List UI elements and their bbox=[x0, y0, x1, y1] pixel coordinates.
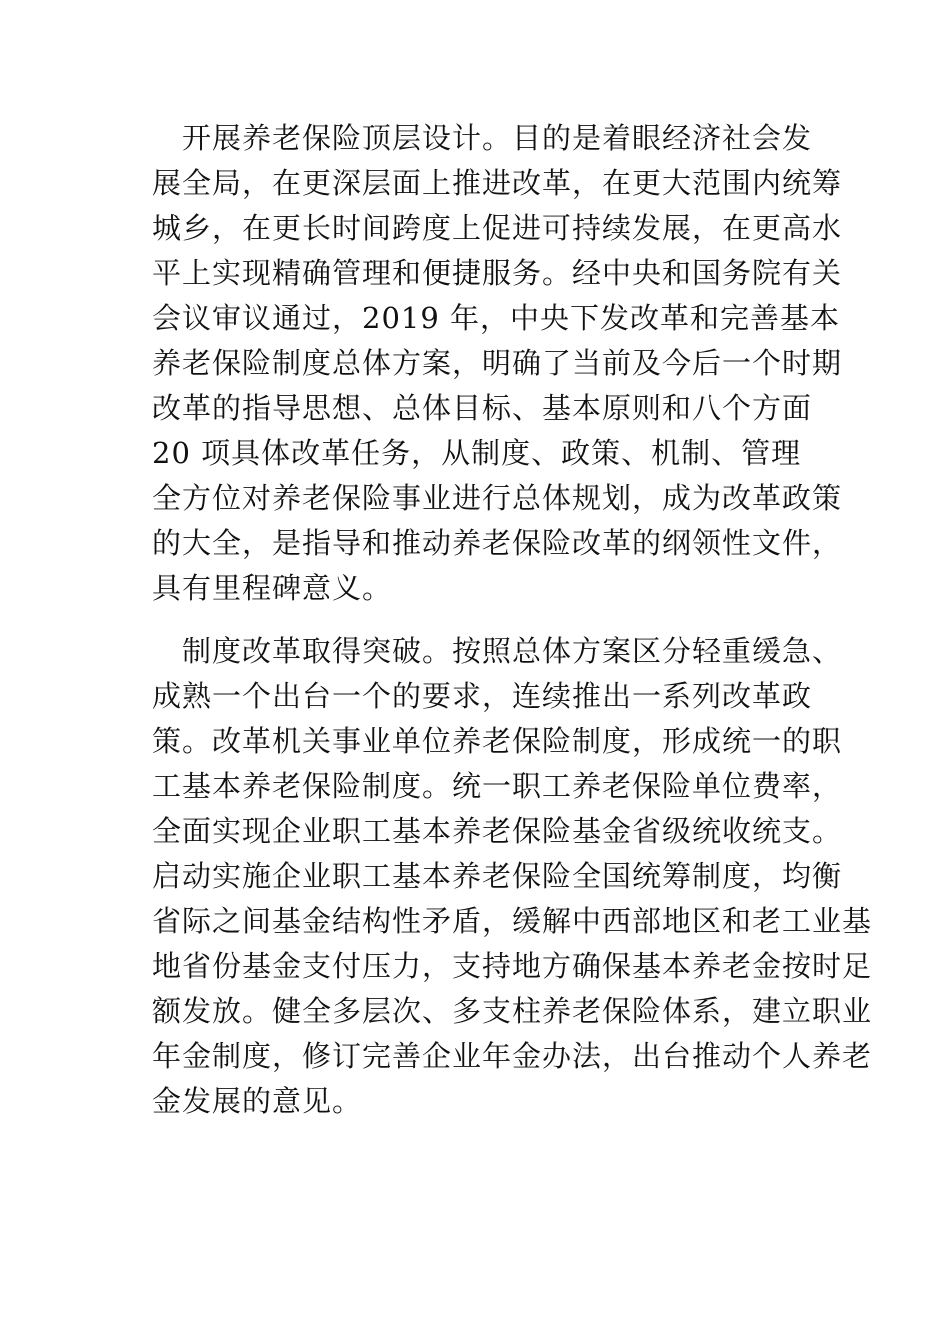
text-line: 平上实现精确管理和便捷服务。经中央和国务院有关 bbox=[152, 256, 843, 290]
text-line: 养老保险制度总体方案，明确了当前及今后一个时期 bbox=[152, 346, 843, 380]
document-body bbox=[152, 116, 873, 1142]
text-line: 成熟一个出台一个的要求，连续推出一系列改革政 bbox=[152, 679, 813, 713]
text-line: 的大全，是指导和推动养老保险改革的纲领性文件， bbox=[152, 526, 843, 560]
text-line: 年金制度，修订完善企业年金办法，出台推动个人养老 bbox=[152, 1039, 873, 1073]
text-line: 20 项具体改革任务，从制度、政策、机制、管理 bbox=[152, 436, 802, 470]
text-line: 金发展的意见。 bbox=[152, 1084, 363, 1118]
text-line: 额发放。健全多层次、多支柱养老保险体系，建立职业 bbox=[152, 994, 873, 1028]
text-line: 全方位对养老保险事业进行总体规划，成为改革政策 bbox=[152, 481, 843, 515]
text-line: 全面实现企业职工基本养老保险基金省级统收统支。 bbox=[152, 814, 843, 848]
text-line: 省际之间基金结构性矛盾，缓解中西部地区和老工业基 bbox=[152, 904, 873, 938]
text-line: 具有里程碑意义。 bbox=[152, 571, 393, 605]
text-line: 城乡，在更长时间跨度上促进可持续发展，在更高水 bbox=[152, 211, 843, 245]
text-line: 地省份基金支付压力，支持地方确保基本养老金按时足 bbox=[152, 949, 873, 983]
text-line: 启动实施企业职工基本养老保险全国统筹制度，均衡 bbox=[152, 859, 843, 893]
paragraph-system-reform bbox=[152, 629, 873, 1124]
text-line: 制度改革取得突破。按照总体方案区分轻重缓急、 bbox=[152, 634, 843, 668]
text-line: 工基本养老保险制度。统一职工养老保险单位费率， bbox=[152, 769, 843, 803]
text-line: 改革的指导思想、总体目标、基本原则和八个方面 bbox=[152, 391, 813, 425]
paragraph-top-level-design bbox=[152, 116, 843, 611]
text-line: 开展养老保险顶层设计。目的是着眼经济社会发 bbox=[152, 121, 813, 155]
text-line: 策。改革机关事业单位养老保险制度，形成统一的职 bbox=[152, 724, 843, 758]
text-line: 会议审议通过，2019 年，中央下发改革和完善基本 bbox=[152, 301, 841, 335]
text-line: 展全局，在更深层面上推进改革，在更大范围内统筹 bbox=[152, 166, 843, 200]
